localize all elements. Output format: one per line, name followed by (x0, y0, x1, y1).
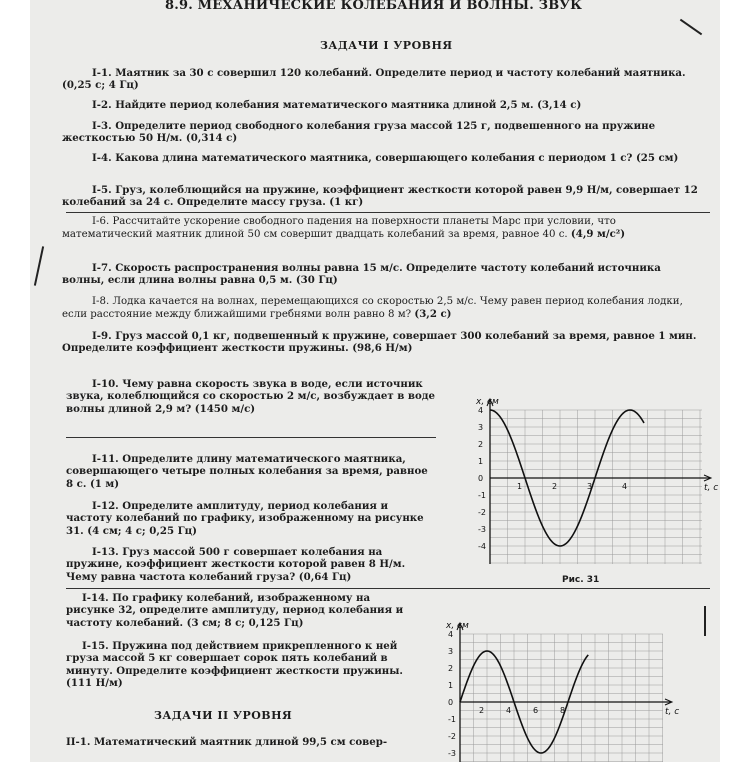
y-tick-label: 3 (478, 423, 483, 432)
y-tick-label: 1 (478, 457, 483, 466)
y-tick-label: 2 (448, 664, 453, 673)
problem-I-2: I-2. Найдите период колебания математического маятника длиной 2,5 м. (3,14 с) (62, 99, 702, 111)
problem-I-11: I-11. Определите длину математического маятника, совершающего четыре полных колебания за время, равное 8 с. (1 м) (66, 453, 436, 490)
level2-title: ЗАДАЧИ II УРОВНЯ (154, 710, 292, 722)
y-tick-label: 0 (478, 474, 483, 483)
problem-I-8: I-8. Лодка качается на волнах, перемещающихся со скоростью 2,5 м/с. Чему равен период колебания лодки, если расстояние между ближайшими гребнями волн равно 8 м? (3,2 с) (62, 296, 702, 322)
pen-mark-right (704, 606, 706, 636)
x-tick-label: 1 (517, 482, 522, 491)
x-tick-label: 4 (506, 706, 511, 715)
y-tick-label: 2 (478, 440, 483, 449)
y-tick-label: -3 (478, 525, 486, 534)
scan-margin-right (720, 0, 750, 750)
problem-I-14: I-14. По графику колебаний, изображенному на рисунке 32, определите амплитуду, период колебания и частоту колебаний. (3 см; 8 с; 0,125 Гц) (66, 592, 411, 629)
problem-I-5: I-5. Груз, колеблющийся на пружине, коэффициент жесткости которой равен 9,9 Н/м, совершает 12 колебаний за 24 с. Определите массу груза. (1 кг) (62, 184, 702, 209)
y-tick-label: -1 (448, 715, 456, 724)
problem-I-9: I-9. Груз массой 0,1 кг, подвешенный к пружине, совершает 300 колебаний за время, равное 1 мин. Определите коэффициент жесткости пружины. (98,6 Н/м) (62, 330, 702, 355)
divider-1 (66, 212, 710, 213)
problem-II-1: II-1. Математический маятник длиной 99,5 см совер- (66, 736, 411, 748)
problem-I-1: I-1. Маятник за 30 с совершил 120 колебаний. Определите период и частоту колебаний маятника. (0,25 с; 4 Гц) (62, 67, 702, 92)
x-tick-label: 3 (587, 482, 592, 491)
problem-I-12: I-12. Определите амплитуду, период колебания и частоту колебаний по графику, изображенному на рисунке 31. (4 см; 4 с; 0,25 Гц) (66, 500, 436, 537)
x-tick-label: 8 (560, 706, 565, 715)
y-tick-label: 4 (448, 630, 453, 639)
y-axis-label: x, см (475, 397, 499, 407)
y-tick-label: 4 (478, 406, 483, 415)
y-tick-label: -2 (478, 508, 486, 517)
problem-I-4: I-4. Какова длина математического маятника, совершающего колебания с периодом 1 с? (25 см) (62, 152, 702, 164)
x-tick-label: 4 (622, 482, 627, 491)
scan-margin-left (0, 0, 30, 750)
y-tick-label: 3 (448, 647, 453, 656)
x-tick-label: 6 (533, 706, 538, 715)
figure-31-caption: Рис. 31 (562, 575, 599, 585)
y-tick-label: 1 (448, 681, 453, 690)
x-tick-label: 2 (479, 706, 484, 715)
y-tick-label: -1 (478, 491, 486, 500)
y-tick-label: -3 (448, 749, 456, 758)
problem-I-15: I-15. Пружина под действием прикрепленного к ней груза массой 5 кг совершает сорок пять колебаний в минуту. Определите коэффициент жесткости пружины. (111 Н/м) (66, 640, 411, 690)
problem-I-10: I-10. Чему равна скорость звука в воде, если источник звука, колеблющийся со скоростью 2 м/с, возбуждает в воде волны длиной 2,9 м? (1450 м/с) (66, 378, 436, 415)
x-axis-label: t, с (665, 707, 679, 717)
figure-31-plot (453, 378, 703, 573)
problem-I-13: I-13. Груз массой 500 г совершает колебания на пружине, коэффициент жесткости которой равен 8 Н/м. Чему равна частота колебаний груза? (0,64 Гц) (66, 546, 436, 583)
divider-3 (66, 588, 710, 589)
problem-I-7: I-7. Скорость распространения волны равна 15 м/с. Определите частоту колебаний источника волны, если длина волны равна 0,5 м. (30 Гц) (62, 262, 702, 287)
level1-title: ЗАДАЧИ I УРОВНЯ (320, 40, 453, 52)
problem-I-3: I-3. Определите период свободного колебания груза массой 125 г, подвешенного на пружине жесткостью 50 Н/м. (0,314 с) (62, 120, 702, 145)
section-title: 8.9. МЕХАНИЧЕСКИЕ КОЛЕБАНИЯ И ВОЛНЫ. ЗВУК (165, 0, 582, 12)
x-tick-label: 2 (552, 482, 557, 491)
y-tick-label: 0 (448, 698, 453, 707)
y-axis-label: x, см (445, 621, 469, 631)
y-tick-label: -2 (448, 732, 456, 741)
y-tick-label: -4 (478, 542, 486, 551)
divider-2 (66, 437, 436, 438)
figure-32-plot (422, 598, 682, 750)
x-axis-label: t, с (704, 483, 718, 493)
problem-I-6: I-6. Рассчитайте ускорение свободного падения на поверхности планеты Марс при условии, что математический маятник длиной 50 см совершит двадцать колебаний за время, равное 40 с. (4,9 м/с²) (62, 216, 702, 242)
